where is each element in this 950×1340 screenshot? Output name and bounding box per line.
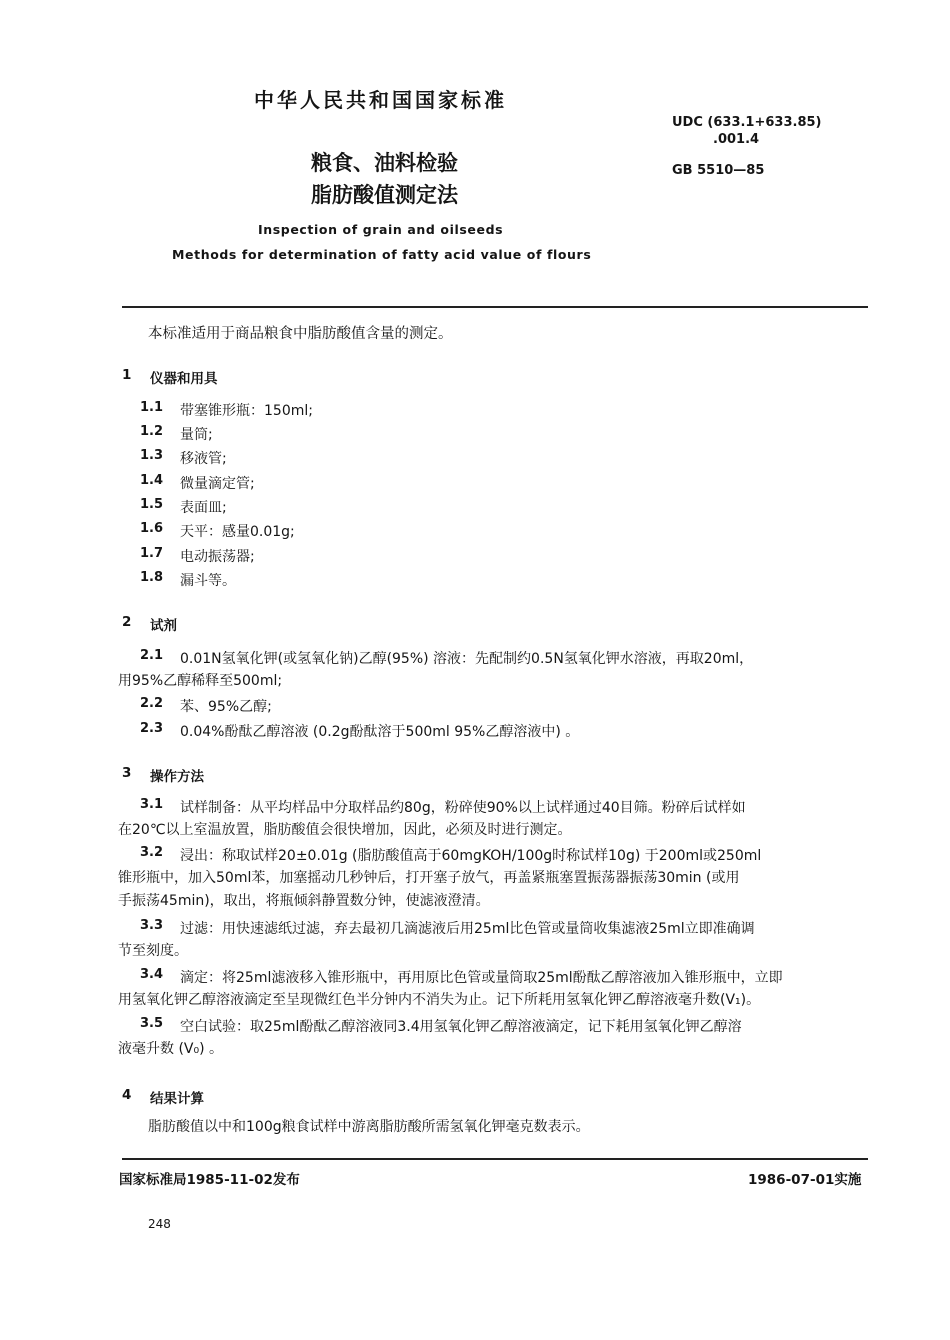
effective-date: 1986-07-01实施 <box>748 1172 862 1188</box>
item-number: 3.5 <box>140 1016 164 1031</box>
english-title-line-1: Inspection of grain and oilseeds <box>258 222 504 237</box>
issued-date: 国家标准局1985-11-02发布 <box>119 1172 300 1188</box>
paragraph-text: 锥形瓶中，加入50ml苯，加塞摇动几秒钟后，打开塞子放气，再盖紧瓶塞置振荡器振荡30min (或用 <box>118 870 740 886</box>
intro-text: 本标准适用于商品粮食中脂肪酸值含量的测定。 <box>148 326 453 342</box>
item-number: 1.7 <box>140 546 164 561</box>
item-text: 微量滴定管; <box>180 476 255 492</box>
section-title: 试剂 <box>150 618 177 634</box>
footer-divider <box>122 1158 868 1160</box>
item-text: 苯、95%乙醇; <box>180 699 272 715</box>
item-text: 移液管; <box>180 451 227 467</box>
national-standard-heading: 中华人民共和国国家标准 <box>254 88 507 112</box>
item-text: 浸出：称取试样20±0.01g (脂肪酸值高于60mgKOH/100g时称试样10g) 于200ml或250ml <box>180 848 762 864</box>
section-title: 结果计算 <box>150 1091 204 1107</box>
page-number: 248 <box>148 1217 171 1231</box>
item-number: 1.6 <box>140 521 164 536</box>
item-text: 带塞锥形瓶：150ml; <box>180 403 313 419</box>
item-number: 1.1 <box>140 400 164 415</box>
title-line-2: 脂肪酸值测定法 <box>311 183 458 207</box>
item-number: 3.2 <box>140 845 164 860</box>
item-text: 漏斗等。 <box>180 573 236 589</box>
item-number: 1.2 <box>140 424 164 439</box>
item-number: 1.8 <box>140 570 164 585</box>
title-line-1: 粮食、油料检验 <box>311 151 458 175</box>
item-text: 天平：感量0.01g; <box>180 524 295 540</box>
item-text: 0.01N氢氧化钾(或氢氧化钠)乙醇(95%) 溶液：先配制约0.5N氢氧化钾水溶液，再取20ml， <box>180 651 754 667</box>
section-number: 2 <box>122 614 132 630</box>
item-text: 滴定：将25ml滤液移入锥形瓶中，再用原比色管或量筒取25ml酚酞乙醇溶液加入锥形瓶中，立即 <box>180 970 783 986</box>
item-text: 试样制备：从平均样品中分取样品约80g，粉碎使90%以上试样通过40目筛。粉碎后试样如 <box>180 800 746 816</box>
item-number: 1.4 <box>140 473 164 488</box>
item-number: 3.3 <box>140 918 164 933</box>
item-number: 1.3 <box>140 448 164 463</box>
paragraph-text: 液毫升数 (V₀) 。 <box>118 1041 224 1057</box>
paragraph-text: 节至刻度。 <box>118 943 188 959</box>
item-text: 空白试验：取25ml酚酞乙醇溶液同3.4用氢氧化钾乙醇溶液滴定，记下耗用氢氧化钾乙醇溶 <box>180 1019 742 1035</box>
item-text: 电动振荡器; <box>180 549 255 565</box>
section-title: 仪器和用具 <box>150 371 218 387</box>
section-number: 1 <box>122 367 132 383</box>
item-number: 3.1 <box>140 797 164 812</box>
udc-code-line-2: .001.4 <box>713 132 760 147</box>
item-number: 2.1 <box>140 648 164 663</box>
gb-code: GB 5510—85 <box>672 163 765 178</box>
section-number: 4 <box>122 1087 132 1103</box>
paragraph-text: 脂肪酸值以中和100g粮食试样中游离脂肪酸所需氢氧化钾毫克数表示。 <box>148 1119 590 1135</box>
item-number: 2.2 <box>140 696 164 711</box>
item-number: 1.5 <box>140 497 164 512</box>
paragraph-text: 用95%乙醇稀释至500ml; <box>118 673 283 689</box>
item-text: 量筒; <box>180 427 213 443</box>
item-text: 过滤：用快速滤纸过滤，弃去最初几滴滤液后用25ml比色管或量筒收集滤液25ml立即准确调 <box>180 921 755 937</box>
paragraph-text: 用氢氧化钾乙醇溶液滴定至呈现微红色半分钟内不消失为止。记下所耗用氢氧化钾乙醇溶液毫升数(V₁)。 <box>118 992 761 1008</box>
item-number: 3.4 <box>140 967 164 982</box>
section-title: 操作方法 <box>150 769 204 785</box>
header-divider <box>122 306 868 308</box>
paragraph-text: 手振荡45min)，取出，将瓶倾斜静置数分钟，使滤液澄清。 <box>118 893 490 909</box>
section-number: 3 <box>122 765 132 781</box>
paragraph-text: 在20℃以上室温放置，脂肪酸值会很快增加，因此，必须及时进行测定。 <box>118 822 572 838</box>
item-text: 0.04%酚酞乙醇溶液 (0.2g酚酞溶于500ml 95%乙醇溶液中) 。 <box>180 724 580 740</box>
english-title-line-2: Methods for determination of fatty acid value of flours <box>172 247 592 262</box>
item-text: 表面皿; <box>180 500 227 516</box>
udc-code-line-1: UDC (633.1+633.85) <box>672 115 822 130</box>
item-number: 2.3 <box>140 721 164 736</box>
